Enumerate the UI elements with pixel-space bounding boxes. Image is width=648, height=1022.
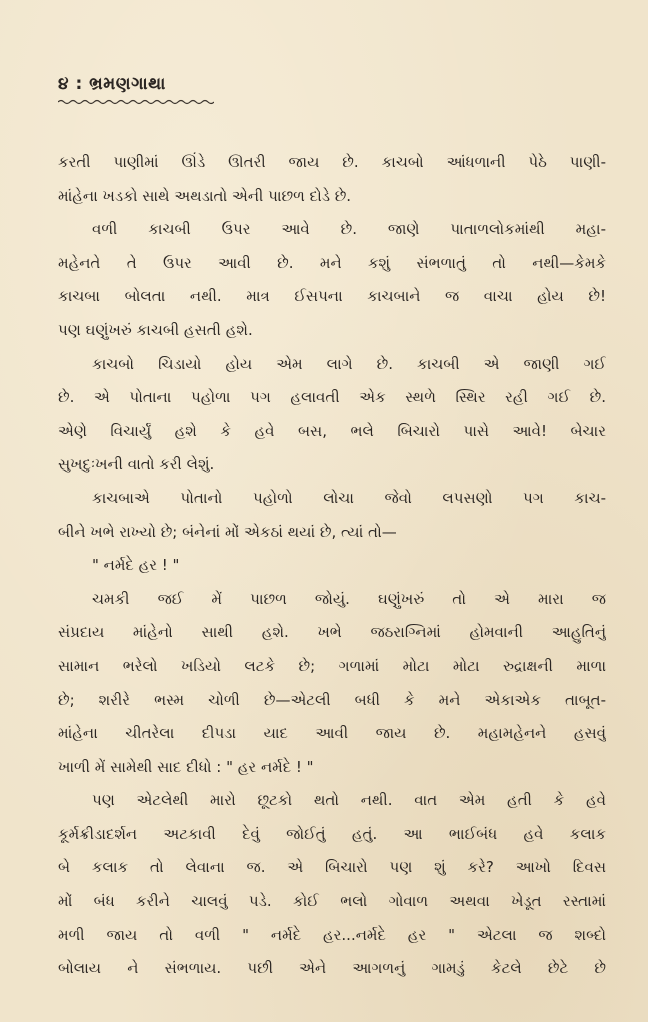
text-line: માંહેના ખડકો સાથે અથડાતો એની પાછળ દોડે છે. [58, 186, 352, 205]
text-line: કાચબાએ પોતાનો પહોળો લોચા જેવો લપસણો પગ કાચ- [92, 488, 606, 507]
text-line: કૂર્મક્રીડાદર્શન અટકાવી દેવું જોઈતું હતું. આ ભાઈબંધ હવે કલાક [58, 824, 606, 843]
text-line: બીને ખભે રાખ્યો છે; બંનેનાં મોં એકઠાં થયાં છે, ત્યાં તો— [58, 522, 397, 541]
text-line: " નર્મદે હર ! " [92, 556, 180, 575]
text-line: એણે વિચાર્યું હશે કે હવે બસ, ભલે બિચારો પાસે આવે! બેચાર [58, 421, 606, 440]
header-wavy-rule [58, 99, 214, 105]
text-line: કાચબો ચિડાયો હોય એમ લાગે છે. કાચબી એ જાણી ગઈ [92, 354, 606, 373]
text-line: પણ ઘણુંખરું કાચબી હસતી હશે. [58, 320, 253, 339]
text-line: ચમકી જઈ મેં પાછળ જોયું. ઘણુંખરું તો એ મારા જ [92, 589, 606, 608]
text-line: મળી જાય તો વળી " નર્મદે હર...નર્મદે હર " એટલા જ શબ્દો [58, 925, 606, 944]
text-line: સંપ્રદાય માંહેનો સાથી હશે. ખભે જઠરાગ્નિમાં હોમવાની આહુતિનું [58, 623, 606, 642]
text-line: વળી કાચબી ઉપર આવે છે. જાણે પાતાળલોકમાંથી મહા- [92, 220, 606, 239]
text-line: પણ એટલેથી મારો છૂટકો થતો નથી. વાત એમ હતી કે હવે [92, 791, 606, 810]
body-text [58, 146, 606, 986]
text-line: છે; શરીરે ભસ્મ ચોળી છે—એટલી બધી કે મને એકાએક તાબૂત- [58, 690, 606, 709]
text-line: સામાન ભરેલો ખડિયો લટકે છે; ગળામાં મોટા મોટા રુદ્રાક્ષની માળા [58, 656, 606, 675]
text-line: મહેનતે તે ઉપર આવી છે. મને કશું સંભળાતું તો નથી—કેમકે [58, 253, 606, 272]
running-head: ૪ : ભ્રમણગાથા [58, 74, 166, 94]
text-line: સુખદુઃખની વાતો કરી લેશું. [58, 455, 215, 474]
text-line: કાચબા બોલતા નથી. માત્ર ઈસપના કાચબાને જ વાચા હોય છે! [58, 287, 606, 306]
text-line: મોં બંધ કરીને ચાલવું પડે. કોઈ ભલો ગોવાળ અથવા ખેડૂત રસ્તામાં [58, 892, 606, 911]
text-line: ખાળી મેં સામેથી સાદ દીધો : " હર નર્મદે ! " [58, 757, 314, 776]
text-line: માંહેના ચીતરેલા દીપડા યાદ આવી જાય છે. મહામહેનને હસવું [58, 724, 606, 743]
text-line: બે કલાક તો લેવાના જ. એ બિચારો પણ શું કરે? આખો દિવસ [58, 858, 606, 877]
text-line: બોલાય ને સંભળાય. પછી એને આગળનું ગામડું કેટલે છેટે છે [58, 959, 606, 978]
text-line: કરતી પાણીમાં ઊંડે ઊતરી જાય છે. કાચબો આંધળાની પેઠે પાણી- [58, 153, 606, 171]
text-line: છે. એ પોતાના પહોળા પગ હલાવતી એક સ્થળે સ્થિર રહી ગઈ છે. [58, 388, 606, 407]
